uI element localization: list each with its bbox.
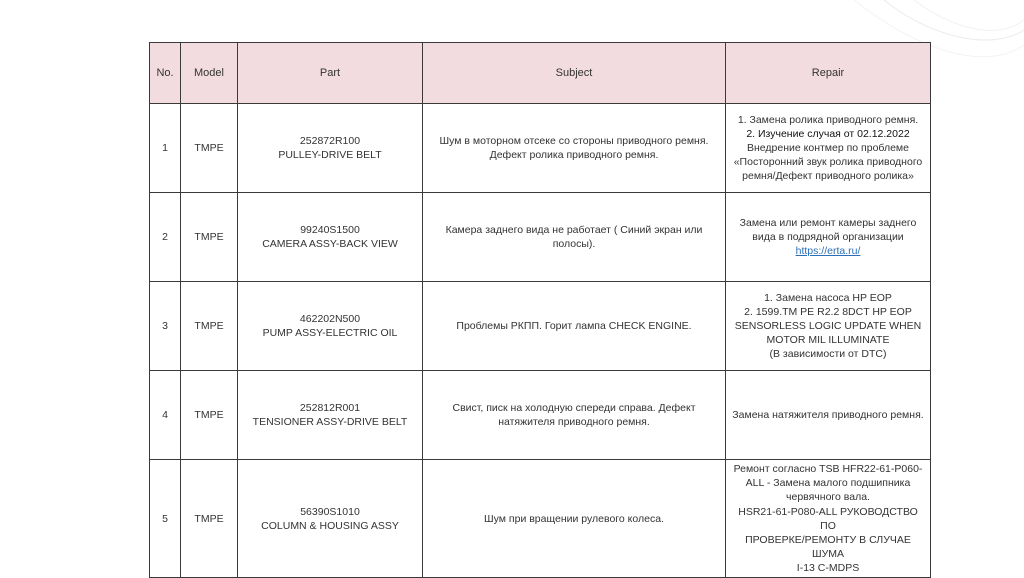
part-name: CAMERA ASSY-BACK VIEW	[262, 238, 398, 250]
repair-line: 1. Замена ролика приводного ремня.	[737, 113, 919, 126]
cell-subject: Камера заднего вида не работает ( Синий экран или полосы).	[423, 193, 726, 282]
repair-line: 2. Изучение случая от 02.12.2022	[746, 127, 910, 140]
repair-line: «Посторонний звук ролика приводного	[733, 156, 923, 169]
cell-no: 2	[150, 193, 181, 282]
part-code: 252872R100	[299, 134, 361, 147]
part-name: COLUMN & HOUSING ASSY	[261, 519, 399, 532]
repair-line: Ремонт согласно TSB HFR22-61-P060-	[733, 463, 923, 475]
repair-line: ALL - Замена малого подшипника	[745, 477, 911, 490]
header-subject: Subject	[423, 43, 726, 104]
table-row	[150, 282, 931, 371]
part-code: 462202N500	[299, 312, 361, 325]
repair-line: ПРОВЕРКЕ/РЕМОНТУ В СЛУЧАЕ ШУМА	[745, 533, 911, 561]
cell-subject: Проблемы РКПП. Горит лампа CHECK ENGINE.	[423, 282, 726, 371]
repair-line: Замена натяжителя приводного ремня.	[732, 408, 924, 421]
part-name: PULLEY-DRIVE BELT	[278, 149, 382, 161]
repair-line: SENSORLESS LOGIC UPDATE WHEN	[734, 319, 922, 332]
cell-model: TMPE	[181, 460, 238, 578]
cell-repair	[726, 460, 931, 578]
table-row	[150, 460, 931, 578]
cell-part	[238, 371, 423, 460]
repair-line: MOTOR MIL ILLUMINATE	[766, 334, 890, 347]
repair-line: вида в подрядной организации	[752, 230, 904, 243]
repair-line: Замена или ремонт камеры заднего	[739, 216, 917, 229]
part-code: 252812R001	[299, 401, 361, 414]
cell-model: TMPE	[181, 282, 238, 371]
repair-line: (В зависимости от DTC)	[769, 348, 887, 361]
repair-line: червячного вала.	[786, 491, 870, 504]
part-code: 99240S1500	[300, 223, 360, 236]
header-row	[150, 43, 931, 104]
cell-subject: Свист, писк на холодную спереди справа. Дефект натяжителя приводного ремня.	[423, 371, 726, 460]
repair-line: I-13 C-MDPS	[796, 562, 860, 575]
header-repair: Repair	[726, 43, 931, 104]
repair-line: Внедрение контмер по проблеме	[747, 141, 909, 154]
table-row	[150, 371, 931, 460]
cell-model: TMPE	[181, 371, 238, 460]
cell-model: TMPE	[181, 193, 238, 282]
cell-subject: Шум при вращении рулевого колеса.	[423, 460, 726, 578]
cell-part	[238, 460, 423, 578]
cell-no: 5	[150, 460, 181, 578]
repair-table	[149, 42, 931, 578]
cell-repair	[726, 282, 931, 371]
repair-line: HSR21-61-P080-ALL РУКОВОДСТВО ПО	[738, 505, 918, 532]
cell-repair	[726, 193, 931, 282]
part-code: 56390S1010	[300, 505, 360, 518]
cell-subject: Шум в моторном отсеке со стороны приводного ремня. Дефект ролика приводного ремня.	[423, 104, 726, 193]
repair-line: 1. Замена насоса HP EOP	[764, 291, 892, 304]
header-model: Model	[181, 43, 238, 104]
repair-line: ремня/Дефект приводного ролика»	[742, 170, 914, 183]
header-part: Part	[238, 43, 423, 104]
part-name: PUMP ASSY-ELECTRIC OIL	[262, 327, 398, 339]
cell-part	[238, 104, 423, 193]
header-no: No.	[150, 43, 181, 104]
cell-repair	[726, 371, 931, 460]
cell-part	[238, 193, 423, 282]
table-row	[150, 193, 931, 282]
table-row	[150, 104, 931, 193]
cell-repair	[726, 104, 931, 193]
part-name: TENSIONER ASSY-DRIVE BELT	[252, 416, 408, 428]
cell-no: 1	[150, 104, 181, 193]
repair-line: 2. 1599.TM PE R2.2 8DCT HP EOP	[744, 305, 912, 318]
cell-part	[238, 282, 423, 371]
cell-no: 4	[150, 371, 181, 460]
cell-model: TMPE	[181, 104, 238, 193]
repair-link[interactable]: https://erta.ru/	[795, 245, 861, 258]
cell-no: 3	[150, 282, 181, 371]
